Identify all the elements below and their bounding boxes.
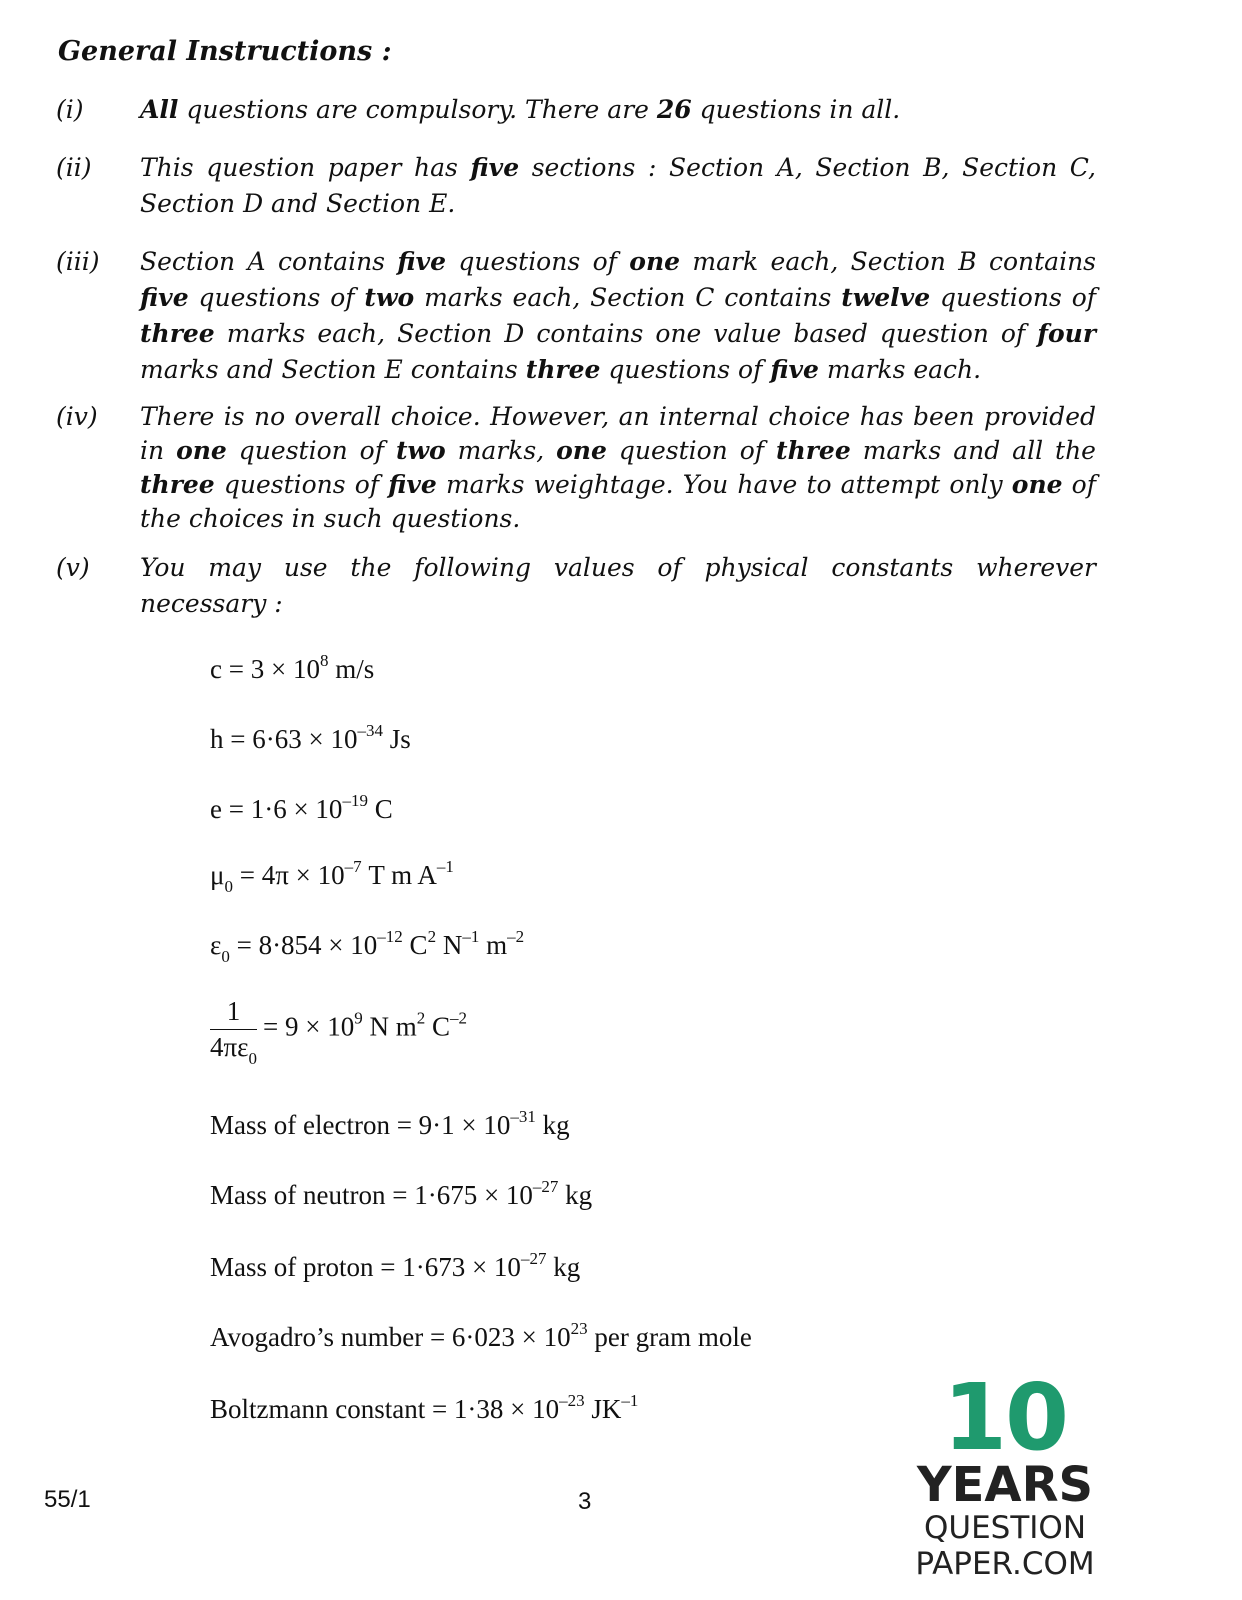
logo-number: 10 (942, 1364, 1068, 1471)
instruction-number: (v) (56, 553, 90, 582)
instruction-item (56, 400, 1096, 536)
instruction-text: Section A contains five questions of one mark each, Section B contains five questions of two marks each, Section C contains twelve questions of three marks each, Section D contains one value based question of four marks and Section E contains three questions of five marks each. (140, 247, 1096, 384)
instruction-text: You may use the following values of physical constants wherever necessary : (140, 553, 1096, 618)
logo-word: YEARS (916, 1457, 1094, 1513)
instruction-text: This question paper has five sections : Section A, Section B, Section C, Section D and Section E. (140, 153, 1096, 218)
instruction-number: (iii) (56, 247, 100, 276)
constant-permeability: $\mu_0 = 4\pi \times 10^{-7}$ T m $A^{-1}$ (210, 857, 454, 896)
instruction-item (56, 150, 1096, 222)
instruction-text: All questions are compulsory. There are 26 questions in all. (140, 95, 901, 124)
constant-planck: $h = 6\cdot 63 \times 10^{-34}$ Js (210, 721, 411, 754)
constant-avogadro: Avogadro’s number = $6\cdot 023 \times 10^{23}$ per gram mole (210, 1319, 752, 1352)
constant-boltzmann: Boltzmann constant = $1\cdot 38 \times 10^{-23}$ $JK^{-1}$ (210, 1391, 639, 1424)
instruction-text: There is no overall choice. However, an internal choice has been provided in one question of two marks, one question of three marks and all the three questions of five marks weightage. You have to attempt only one of the choices in such questions. (140, 402, 1096, 533)
constant-electron-mass: Mass of electron = $9\cdot 1 \times 10^{-31}$ kg (210, 1107, 570, 1140)
constant-proton-mass: Mass of proton = $1\cdot 673 \times 10^{-27}$ kg (210, 1249, 581, 1282)
instruction-number: (ii) (56, 153, 92, 182)
constant-speed-of-light: $c = 3 \times 10^8$ m/s (210, 651, 375, 684)
instruction-number: (iv) (56, 402, 98, 431)
instruction-item (56, 550, 1096, 622)
watermark-logo (830, 1364, 1180, 1582)
paper-code: 55/1 (44, 1486, 91, 1513)
instruction-item (56, 244, 1096, 388)
fraction: $\frac{1}{4\pi\varepsilon_0}$ (210, 996, 257, 1068)
constant-electron-charge: $e = 1\cdot 6 \times 10^{-19}$ C (210, 791, 393, 824)
logo-site: QUESTION PAPER.COM (915, 1510, 1095, 1582)
constant-neutron-mass: Mass of neutron = $1\cdot 675 \times 10^{-27}$ kg (210, 1177, 593, 1210)
constant-coulomb: $\frac{1}{4\pi\varepsilon_0}$ = $9 \times 10^9$ N $m^2$ $C^{-2}$ (210, 996, 467, 1068)
page-number: 3 (578, 1488, 592, 1515)
instruction-number: (i) (56, 95, 84, 124)
constant-permittivity: $\varepsilon_0 = 8\cdot 854 \times 10^{-12}$ $C^2$ $N^{-1}$ $m^{-2}$ (210, 927, 525, 966)
instruction-item (56, 92, 1096, 128)
page-heading: General Instructions : (58, 36, 392, 67)
